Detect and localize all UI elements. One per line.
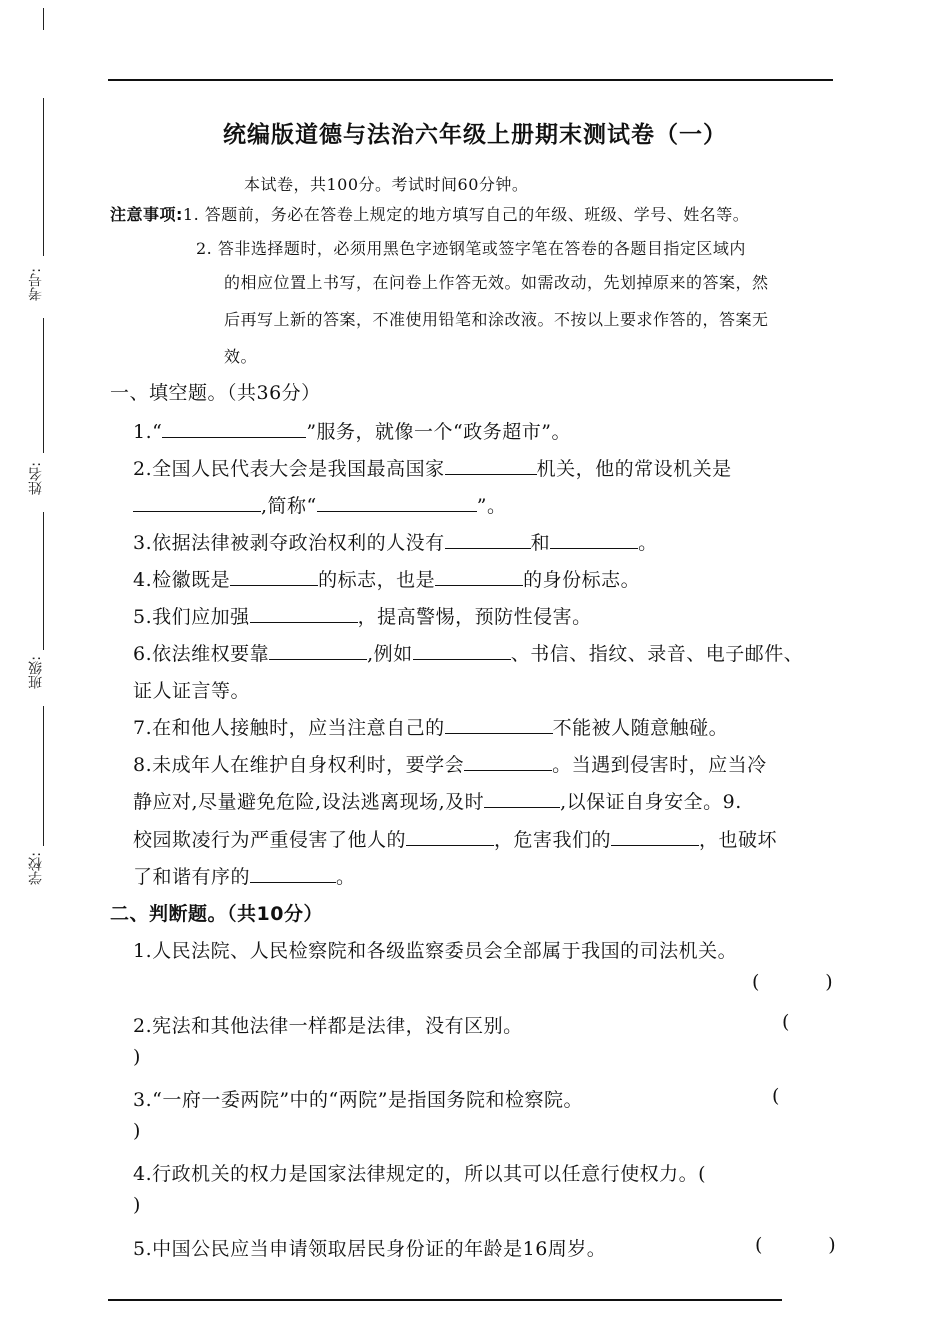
q8-text-b: 。当遇到侵害时，应当冷: [552, 754, 767, 776]
judge-question-1: 1.人民法院、人民检察院和各级监察委员会全部属于我国的司法机关。: [133, 940, 738, 962]
fill-question-3: [133, 528, 658, 555]
q6-blank-2[interactable]: [413, 641, 511, 660]
q7-text-a: 7.在和他人接触时，应当注意自己的: [133, 717, 445, 739]
page-title: 统编版道德与法治六年级上册期末测试卷（一）: [223, 122, 727, 148]
fill-question-6-cont: 证人证言等。: [133, 680, 251, 702]
q2-blank-3[interactable]: [317, 493, 477, 512]
q9-text-d: 了和谐有序的: [133, 866, 251, 888]
note-1: 1. 答题前，务必在答卷上规定的地方填写自己的年级、班级、学号、姓名等。: [182, 205, 750, 224]
q2-text-a: 2.全国人民代表大会是我国最高国家: [133, 458, 445, 480]
exam-intro: 本试卷，共100分。考试时间60分钟。: [244, 175, 529, 194]
q2-text-b: 机关，他的常设机关是: [536, 458, 732, 480]
q7-text-b: 不能被人随意触碰。: [552, 717, 729, 739]
q3-text-a: 3.依据法律被剥夺政治权利的人没有: [133, 532, 445, 554]
fill-question-7: [133, 713, 728, 740]
q1-text-b: ”服务，就像一个“政务超市”。: [306, 421, 571, 443]
margin-line-4: [43, 706, 44, 846]
judge-answer-3-open[interactable]: (: [772, 1085, 780, 1107]
fill-question-8-cont: [133, 787, 742, 814]
q7-blank[interactable]: [445, 715, 553, 734]
fill-question-5: [133, 602, 592, 629]
judge-answer-5[interactable]: ( ): [755, 1234, 837, 1256]
fill-question-4: [133, 565, 640, 592]
q4-text-b: 的标志，也是: [318, 569, 436, 591]
q4-text-c: 的身份标志。: [523, 569, 641, 591]
q9-text-e: 。: [336, 866, 356, 888]
fill-question-2-cont: [133, 491, 506, 518]
q9-text-c: ，也破坏: [699, 829, 778, 851]
q5-blank[interactable]: [250, 604, 358, 623]
fill-question-8: [133, 750, 767, 777]
fill-question-9: [133, 825, 777, 852]
name-label: 姓名:: [28, 462, 44, 495]
q6-text-a: 6.依法维权要靠: [133, 643, 270, 665]
fill-question-9-cont: [133, 862, 356, 889]
q2-blank-1[interactable]: [445, 456, 537, 475]
q2-text-d: ”。: [476, 495, 507, 517]
judge-question-5: 5.中国公民应当申请领取居民身份证的年龄是16周岁。: [133, 1238, 607, 1260]
section-1-heading: 一、填空题。（共36分）: [110, 382, 321, 404]
q3-text-b: 和: [530, 532, 551, 554]
q1-text-a: 1.“: [133, 421, 163, 443]
class-label: 班级:: [28, 656, 44, 689]
q5-text-b: ，提高警惕，预防性侵害。: [357, 606, 592, 628]
fill-question-6: [133, 639, 803, 666]
q8-text-c: 静应对,尽量避免危险,设法逃离现场,及时: [133, 791, 485, 813]
q9-blank-1[interactable]: [406, 827, 494, 846]
fill-question-2: [133, 454, 732, 481]
q6-blank-1[interactable]: [269, 641, 367, 660]
q6-text-c: 、书信、指纹、录音、电子邮件、: [510, 643, 804, 665]
judge-answer-4-close: ): [133, 1194, 141, 1216]
judge-question-4: 4.行政机关的权力是国家法律规定的，所以其可以任意行使权力。(: [133, 1163, 707, 1185]
q8-text-a: 8.未成年人在维护自身权利时，要学会: [133, 754, 465, 776]
q4-blank-1[interactable]: [230, 567, 318, 586]
school-label: 学校:: [28, 852, 44, 885]
q3-blank-2[interactable]: [550, 530, 638, 549]
margin-line-2: [43, 318, 44, 453]
note-2-line-2: 的相应位置上书写，在问卷上作答无效。如需改动，先划掉原来的答案，然: [224, 273, 769, 292]
judge-question-2: 2.宪法和其他法律一样都是法律，没有区别。: [133, 1015, 523, 1037]
margin-line-3: [43, 512, 44, 650]
exam-number-label: 考号:: [28, 268, 44, 301]
q9-text-b: ，危害我们的: [494, 829, 612, 851]
note-2-line-3: 后再写上新的答案，不准使用铅笔和涂改液。不按以上要求作答的，答案无: [224, 310, 769, 329]
judge-answer-2-open[interactable]: (: [782, 1011, 790, 1033]
note-2-line-1: 2. 答非选择题时，必须用黑色字迹钢笔或签字笔在答卷的各题目指定区域内: [196, 239, 746, 258]
notes-label: 注意事项:: [110, 205, 183, 224]
q9-blank-2[interactable]: [611, 827, 699, 846]
q3-blank-1[interactable]: [445, 530, 531, 549]
judge-answer-1[interactable]: ( ): [752, 971, 834, 993]
q4-blank-2[interactable]: [435, 567, 523, 586]
judge-answer-3-close: ): [133, 1120, 141, 1142]
top-rule: [108, 79, 833, 81]
margin-line-top: [43, 8, 44, 30]
note-2-line-4: 效。: [224, 347, 258, 366]
q2-blank-2[interactable]: [133, 493, 261, 512]
q8-text-d: ,以保证自身安全。9.: [560, 791, 742, 813]
notes-line-1: [110, 202, 749, 225]
section-2-heading: 二、判断题。（共10分）: [110, 903, 323, 925]
judge-answer-2-close: ): [133, 1046, 141, 1068]
q6-text-b: ,例如: [367, 643, 413, 665]
q3-text-c: 。: [638, 532, 658, 554]
q4-text-a: 4.检徽既是: [133, 569, 231, 591]
q8-blank-1[interactable]: [464, 752, 552, 771]
judge-question-3: 3.“一府一委两院”中的“两院”是指国务院和检察院。: [133, 1089, 583, 1111]
q9-text-a: 校园欺凌行为严重侵害了他人的: [133, 829, 407, 851]
q9-blank-3[interactable]: [250, 864, 336, 883]
q1-blank[interactable]: [162, 419, 306, 438]
bottom-rule: [108, 1299, 782, 1301]
q5-text-a: 5.我们应加强: [133, 606, 250, 628]
q2-text-c: ,简称“: [261, 495, 317, 517]
fill-question-1: [133, 417, 571, 444]
q8-blank-2[interactable]: [484, 789, 560, 808]
